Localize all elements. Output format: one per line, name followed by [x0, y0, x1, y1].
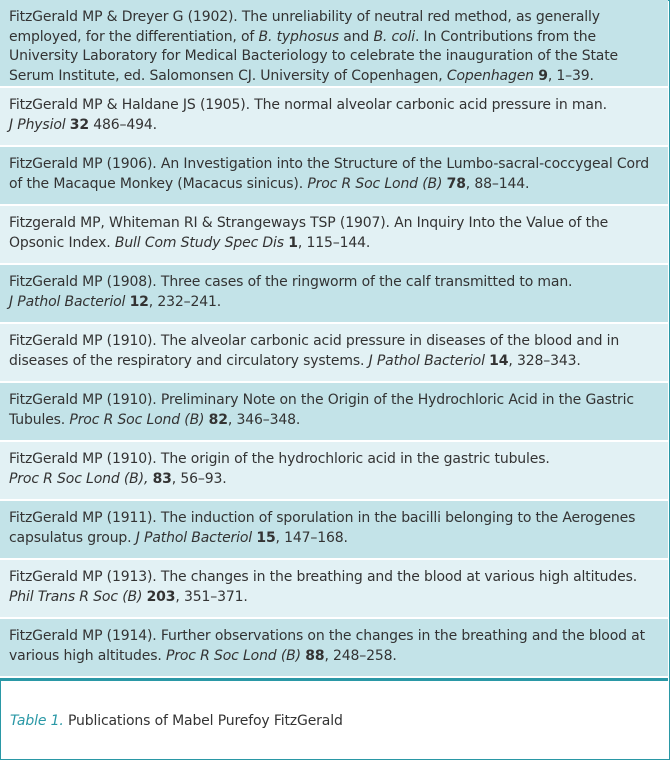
ref-title-italic: B. typhosus [258, 28, 339, 45]
ref-title: The normal alveolar carbonic acid pressure in man. [254, 97, 607, 113]
ref-authors-year: FitzGerald MP (1913). [9, 569, 161, 585]
ref-authors-year: FitzGerald MP (1908). [9, 274, 161, 290]
ref-title-italic: B. coli [373, 28, 415, 45]
ref-volume: 12 [129, 293, 149, 310]
ref-authors-year: FitzGerald MP (1910). [9, 333, 161, 349]
ref-journal: Proc R Soc Lond (B) [165, 647, 301, 664]
ref-pages: , 88–144. [465, 175, 530, 192]
caption-label: Table 1 [10, 713, 60, 729]
ref-authors-year: FitzGerald MP & Dreyer G (1902). [9, 9, 242, 25]
ref-journal: J Pathol Bacteriol [9, 293, 126, 310]
ref-journal: Proc R Soc Lond (B) [69, 411, 205, 428]
table-row [0, 560, 668, 619]
table-row [0, 324, 668, 383]
ref-title: The unreliability of neutral red method, as generally employed, for the differentiation, of [9, 9, 600, 45]
ref-volume: 14 [489, 352, 509, 369]
ref-title: The origin of the hydrochloric acid in the gastric tubules. [160, 451, 550, 467]
ref-volume: 83 [152, 470, 172, 487]
ref-volume: 32 [69, 116, 89, 133]
ref-title: The induction of sporulation in the bacilli belonging to the Aerogenes capsulatus group. [9, 510, 636, 546]
table-row [0, 88, 668, 147]
ref-volume: 203 [146, 588, 176, 605]
ref-title: The alveolar carbonic acid pressure in diseases of the blood and in diseases of the respiratory and circulatory systems. [9, 333, 620, 369]
ref-pages: , 328–343. [508, 352, 581, 369]
table-row [0, 501, 668, 560]
table-caption [10, 711, 343, 731]
ref-volume: 1 [288, 234, 298, 251]
ref-volume: 15 [256, 529, 276, 546]
ref-authors-year: FitzGerald MP (1910). [9, 392, 161, 408]
ref-title: The changes in the breathing and the blood at various high altitudes. [160, 569, 638, 585]
ref-journal: Phil Trans R Soc (B) [9, 588, 143, 605]
ref-title: An Investigation into the Structure of the Lumbo-sacral-coccygeal Cord of the Macaque Monkey (Macacus sinicus). [9, 156, 650, 192]
ref-journal: Copenhagen [446, 67, 534, 84]
ref-authors-year: FitzGerald MP (1910). [9, 451, 161, 467]
ref-volume: 78 [446, 175, 466, 192]
ref-pages: , 351–371. [175, 588, 248, 605]
ref-pages: , 147–168. [275, 529, 348, 546]
ref-journal: Bull Com Study Spec Dis [114, 234, 284, 251]
caption-divider [0, 678, 668, 681]
ref-pages: , 248–258. [324, 647, 397, 664]
ref-title: Three cases of the ringworm of the calf transmitted to man. [160, 274, 573, 290]
ref-authors-year: FitzGerald MP (1911). [9, 510, 161, 526]
ref-pages: , 232–241. [148, 293, 222, 310]
ref-pages: , 346–348. [227, 411, 301, 428]
ref-pages: 486–494. [88, 116, 157, 133]
ref-journal: J Pathol Bacteriol [368, 352, 485, 369]
caption-text: Publications of Mabel Purefoy FitzGerald [63, 713, 343, 729]
ref-volume: 88 [305, 647, 325, 664]
table-row [0, 442, 668, 501]
table-row [0, 383, 668, 442]
ref-title: Further observations on the changes in the breathing and the blood at various high altitudes. [9, 628, 645, 664]
ref-authors-year: FitzGerald MP & Haldane JS (1905). [9, 97, 255, 113]
ref-authors-year: Fitzgerald MP, Whiteman RI & Strangeways TSP (1907). [9, 215, 395, 231]
ref-title-end: . In Contributions from the University Laboratory for Medical Bacteriology to celebrate the inauguration of the State Serum Institute, ed. Salomonsen CJ. University of Copenhagen, [9, 28, 619, 84]
ref-authors-year: FitzGerald MP (1914). [9, 628, 161, 644]
ref-authors-year: FitzGerald MP (1906). [9, 156, 161, 172]
ref-journal: Proc R Soc Lond (B), [9, 470, 149, 487]
ref-pages: , 115–144. [297, 234, 371, 251]
table-row [0, 147, 668, 206]
ref-title: Preliminary Note on the Origin of the Hydrochloric Acid in the Gastric Tubules. [9, 392, 634, 428]
table-row [0, 0, 668, 88]
ref-pages: , 1–39. [547, 67, 594, 84]
table-row [0, 265, 668, 324]
table-row [0, 206, 668, 265]
ref-volume: 82 [208, 411, 228, 428]
ref-volume: 9 [538, 67, 548, 84]
ref-title-mid: and [338, 28, 374, 45]
caption-separator: . [59, 713, 64, 729]
ref-journal: Proc R Soc Lond (B) [307, 175, 443, 192]
ref-journal: J Physiol [9, 116, 66, 133]
ref-journal: J Pathol Bacteriol [135, 529, 253, 546]
ref-pages: , 56–93. [171, 470, 227, 487]
table-row [0, 619, 668, 678]
ref-title: An Inquiry Into the Value of the Opsonic Index. [9, 215, 609, 251]
